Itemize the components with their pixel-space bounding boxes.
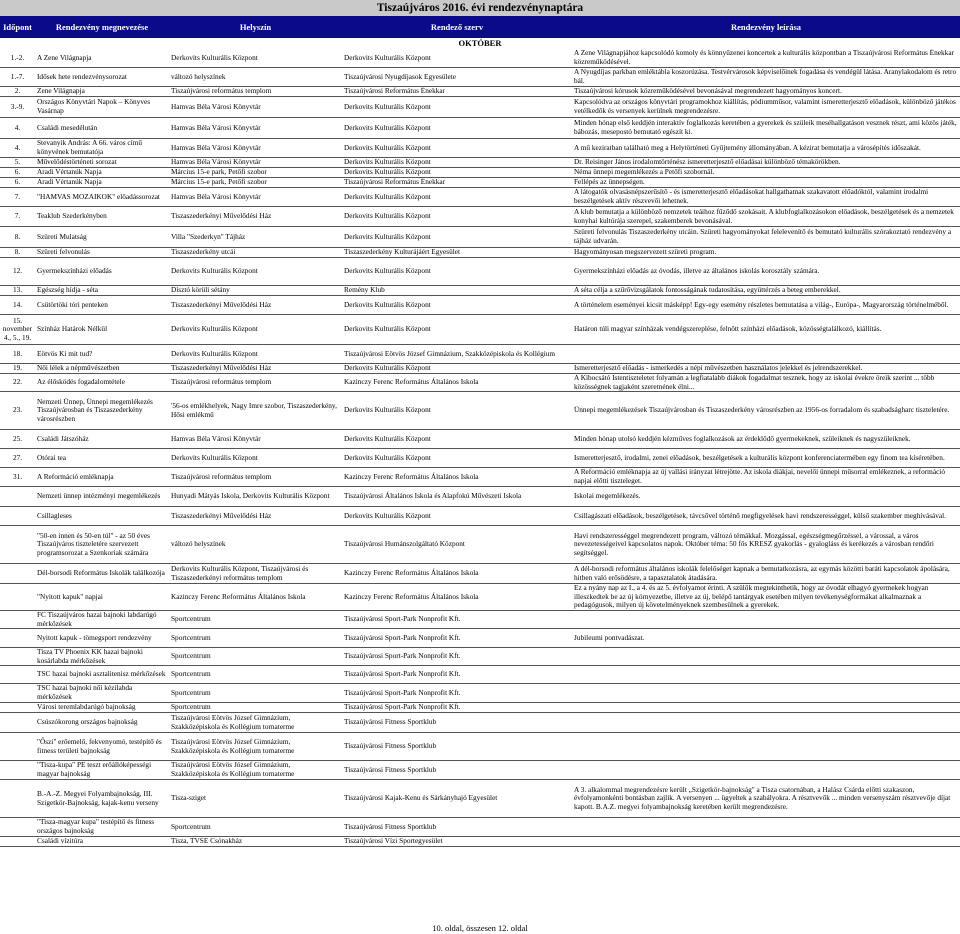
event-date: 31.	[12, 471, 23, 481]
event-place: Hunyadi Mátyás Iskola, Derkovits Kulturális Központ	[171, 491, 330, 501]
event-description: Ünnepi megemlékezések Tiszaújvárosban és Tiszaszederkény városrészben az 1956-os forradalom és szabadságharc tiszteletére.	[574, 405, 950, 415]
table-row	[0, 286, 960, 296]
event-description: A Reformáció emléknapja az új vallási irányzat létrejötte. Az iskola diákjai, nevelői ünnepi műsorral emlékeznek, a reformáció napjai előtti tiszteleget.	[574, 468, 945, 485]
event-date: 4.	[14, 122, 21, 132]
event-description: Fellépés az ünnepségen.	[574, 178, 645, 187]
table-row	[0, 761, 960, 780]
event-description: Ismeretterjesztő előadás - ismerkedés a népi művészetben használatos jelekkel és jelrendszerekkel.	[574, 364, 863, 373]
event-description: A mű keziratban található meg a Helytörténeti Gyűjtemény állományában. A kézirat bemutatja a városépítés időszakát.	[574, 142, 921, 152]
event-place: Tiszaszederkényi Művelődési Ház	[171, 510, 272, 520]
event-place: Március 15-e park, Petőfi szobor	[171, 178, 267, 187]
event-date	[0, 564, 35, 583]
event-description: A történelem eseményei kicsit másképp! Egy-egy esemény részletes bemutatása a világ-, Európa-, Magyarország történelméből.	[574, 299, 949, 309]
event-name: Tisza TV Phoenix KK hazai bajnoki kosárlabda mérkőzések	[37, 648, 143, 665]
event-organizer: Derkovits Kulturális Központ	[344, 211, 431, 221]
event-organizer: Tiszaújvárosi Kajak-Kenu és Sárkányhajó Egyesület	[344, 793, 498, 803]
table-header	[0, 16, 960, 38]
event-name: Városi teremlabdarúgó bajnokság	[37, 703, 136, 712]
event-place: Dísztó körüli sétány	[171, 286, 230, 295]
event-date	[0, 487, 35, 506]
event-date: 5.	[14, 158, 21, 167]
event-description	[572, 713, 960, 732]
event-name: Színház Határok Nélkül	[37, 324, 108, 334]
table-row	[0, 49, 960, 68]
event-date: 25.	[12, 433, 23, 443]
event-date	[0, 666, 35, 683]
event-place: Tiszaújvárosi református templom	[171, 377, 272, 387]
event-date: 27.	[12, 452, 23, 462]
event-organizer: Tiszaújvárosi Fitness Sportklub	[344, 764, 437, 774]
event-description	[572, 666, 960, 683]
event-name: Szüreti felvonulás	[37, 248, 90, 257]
event-organizer: Tiszaújvárosi Sport-Park Nonprofit Kft.	[344, 687, 461, 697]
event-place: Hamvas Béla Városi Könyvtár	[171, 158, 261, 167]
event-place: Kazinczy Ferenc Református Általános Iskola	[171, 591, 306, 601]
table-row	[0, 648, 960, 666]
event-organizer: Kazinczy Ferenc Református Általános Iskola	[344, 471, 479, 481]
event-name: FC Tiszaújváros hazai bajnoki labdarúgó mérkőzések	[37, 611, 157, 628]
table-row	[0, 97, 960, 118]
col-header-place: Helyszín	[239, 22, 272, 32]
event-place: Tiszaújvárosi Eötvös József Gimnázium, Szakközépiskola és Kollégium tornaterme	[171, 736, 295, 755]
table-row	[0, 178, 960, 188]
table-row	[0, 449, 960, 468]
event-date	[0, 780, 35, 817]
event-name: Országos Könyvtári Napok – Könyves Vasárnap	[37, 97, 151, 115]
event-organizer: Tiszaújvárosi Sport-Park Nonprofit Kft.	[344, 669, 461, 679]
event-date	[0, 611, 35, 628]
event-description: Kapcsolódva az országos könyvtári programokhoz kiállítás, pódiumműsor, valamint ismeretterjesztő előadások, különböző játékos vetélkedők és versenyek kerülnek megrendezésre.	[574, 97, 956, 115]
event-organizer: Derkovits Kulturális Központ	[344, 452, 431, 462]
event-name: Eötvös Ki mit tud?	[37, 348, 93, 358]
event-organizer: Tiszaújvárosi Sport-Park Nonprofit Kft.	[344, 651, 461, 661]
event-organizer: Derkovits Kulturális Központ	[344, 364, 431, 373]
event-date: 8.	[14, 231, 21, 241]
event-date: 18.	[12, 348, 23, 358]
table-row	[0, 315, 960, 345]
event-place: Villa "Szederkyn" Tájház	[171, 231, 246, 241]
table-row	[0, 507, 960, 526]
table-row	[0, 780, 960, 818]
event-date: 19.	[12, 364, 23, 373]
event-organizer: Derkovits Kulturális Központ	[344, 142, 431, 152]
event-name: "Tisza-kupa" PE teszt erőállóképességi magyar bajnokság	[37, 761, 152, 778]
table-row	[0, 392, 960, 430]
event-name: Csillagleses	[37, 510, 72, 520]
table-row	[0, 68, 960, 87]
event-description: A 3. alkalommal megrendezésre került „Szigetkör-bajnokság" a Tisza csatornában, a Halász Csárda előtti szakaszon, évfolyamonkénti bontásban zajlik. A versenyen ... ügyeltek a szabályokra. A résztvevők ... minden versenyszám résztvevője díjat kapott. B.A.Z. megyei folyambajnokság keretében került megrendezésre.	[574, 784, 951, 811]
event-place: Tiszaújvárosi református templom	[171, 471, 272, 481]
event-description: A látogatók olvasásnépszerűsítő - és ismeretterjesztő előadásokat hallgathatnak szakavatott előadóktól, valamint irodalmi beszélgetések aktív részvevői lehetnek.	[574, 188, 929, 205]
event-description: A klub bemutatja a különböző nemzetek teáihoz fűződő szokásait. A klubfoglalkozásokon előadások, beszélgetések és a nemzetek konyhai kultúrája szerepel, szakemberek bevonásával.	[574, 207, 954, 225]
event-organizer: Derkovits Kulturális Központ	[344, 101, 431, 111]
event-organizer: Tiszaújvárosi Fitness Sportklub	[344, 821, 437, 831]
event-place: Hamvas Béla Városi Könyvtár	[171, 433, 261, 443]
event-organizer: Kazinczy Ferenc Református Általános Iskola	[344, 591, 479, 601]
event-place: Tiszaújvárosi református templom	[171, 87, 272, 96]
event-date	[0, 761, 35, 779]
event-place: Tiszaújvárosi Eötvös József Gimnázium, Szakközépiskola és Kollégium tornaterme	[171, 761, 295, 778]
event-name: Családi vízitúra	[37, 837, 83, 846]
event-name: "HAMVAS MOZAIKOK" előadássorozat	[37, 191, 160, 201]
event-organizer: Derkovits Kulturális Központ	[344, 52, 431, 62]
event-description	[572, 733, 960, 760]
event-date: 1.-7.	[10, 71, 25, 81]
event-description: Dr. Reisinger János irodalomtörténész ismeretterjesztő előadásai különböző témakörökben.	[574, 158, 841, 167]
event-date	[0, 818, 35, 836]
event-organizer: Tiszaújvárosi Nyugdíjasok Egyesülete	[344, 71, 457, 81]
event-name: Teaklub Szederkényben	[37, 211, 107, 221]
event-description: Ismeretterjesztő, irodalmi, zenei előadások, beszélgetések a kulturális központ konferenciatermében egy finom tea kíséretében.	[574, 452, 945, 462]
table-row	[0, 584, 960, 611]
table-row	[0, 487, 960, 507]
event-description	[572, 611, 960, 628]
event-name: Aradi Vértanúk Napja	[37, 168, 102, 177]
event-description: Néma ünnepi megemlékezés a Petőfi szobornál.	[574, 168, 715, 177]
event-place: Hamvas Béla Városi Könyvtár	[171, 101, 261, 111]
event-organizer: Derkovits Kulturális Központ	[344, 168, 431, 177]
event-name: Zene Világnapja	[37, 87, 85, 96]
event-name: TSC hazai bajnoki női kézilabda mérkőzések	[37, 684, 133, 701]
event-date	[0, 526, 35, 563]
event-name: Művelődéstörténeti sorozat	[37, 158, 117, 167]
event-organizer: Tiszaújvárosi Sport-Park Nonprofit Kft.	[344, 632, 461, 642]
event-organizer: Tiszaújvárosi Vízi Sportegyesület	[344, 837, 443, 846]
event-date: 6.	[14, 178, 21, 187]
event-description	[572, 648, 960, 665]
table-row	[0, 258, 960, 286]
event-date: 2.	[14, 87, 21, 96]
event-description	[572, 684, 960, 702]
event-place: Sportcentrum	[171, 614, 211, 624]
col-header-org: Rendező szerv	[430, 22, 484, 32]
event-name: "Nyitott kapuk" napjai	[37, 591, 103, 601]
event-organizer: Remény Klub	[344, 286, 385, 295]
event-name: Az élősködés fogadalomtétele	[37, 377, 125, 387]
event-name: Idősek hete rendezvénysorozat	[37, 71, 127, 81]
event-place: Tisza-sziget	[171, 793, 206, 803]
table-row	[0, 374, 960, 392]
event-description	[572, 761, 960, 779]
event-name: Stevanyik András: A 66. város című könyvének bemutatója	[37, 139, 142, 156]
event-date	[0, 584, 35, 610]
event-place: változó helyszínek	[171, 539, 226, 549]
event-date	[0, 733, 35, 760]
table-row	[0, 430, 960, 449]
event-date: 7.	[14, 191, 21, 201]
page-title: Tiszaújváros 2016. évi rendezvénynaptára	[0, 0, 960, 16]
event-place: Derkovits Kulturális Központ	[171, 266, 258, 276]
table-row	[0, 188, 960, 207]
event-description	[572, 703, 960, 712]
event-place: Tisza, TVSE Csónakház	[171, 837, 243, 846]
event-description: Gyermekszínházi előadás az óvodás, illetve az általános iskolás korosztály számára.	[574, 266, 820, 276]
event-name: Családi Játszóház	[37, 433, 89, 443]
event-name: "Őszi" erőemelő, fekvenyomó, testépítő és fitness területi bajnokság	[37, 736, 162, 755]
event-place: változó helyszínek	[171, 71, 226, 81]
event-date: 3.-9.	[10, 101, 25, 111]
page-footer: 10. oldal, összesen 12. oldal	[0, 922, 960, 934]
event-date: 12.	[12, 266, 23, 276]
event-date: 6.	[14, 168, 21, 177]
event-date: 15. november 4., 5., 19.	[2, 315, 33, 342]
event-date: 4.	[14, 142, 21, 152]
event-date: 14.	[12, 299, 23, 309]
event-organizer: Derkovits Kulturális Központ	[344, 231, 431, 241]
event-description	[572, 837, 960, 846]
event-organizer: Kazinczy Ferenc Református Általános Iskola	[344, 568, 479, 578]
table-row	[0, 364, 960, 374]
event-organizer: Tiszaújvárosi Református Énekkar	[344, 87, 446, 96]
event-name: Csütörtöki tóri penteken	[37, 299, 108, 309]
table-row	[0, 526, 960, 564]
table-row	[0, 564, 960, 584]
event-place: Derkovits Kulturális Központ, Tiszaújvárosi és Tiszaszederkényi református templom	[171, 564, 309, 582]
event-name: TSC hazai bajnoki asztalitenisz mérkőzések	[37, 669, 166, 679]
event-description: A séta célja a szűrővizsgálatok fontosságának tudatosítása, együttérzés a beteg emberekkel.	[574, 286, 841, 295]
event-description: Csillagászati előadások, beszélgetések, távcsővel történő megfigyelések havi rendszerességgel, külső szakember meghívásával.	[574, 510, 947, 520]
event-description: Jubileumi pontvadászat.	[574, 632, 645, 642]
event-organizer: Derkovits Kulturális Központ	[344, 266, 431, 276]
event-place: Hamvas Béla Városi Könyvtár	[171, 191, 261, 201]
event-organizer: Tiszaújvárosi Református Énekkar	[344, 178, 446, 187]
event-organizer: Derkovits Kulturális Központ	[344, 158, 431, 167]
event-place: Tiszaszederkényi Művelődési Ház	[171, 299, 272, 309]
event-date	[0, 648, 35, 665]
event-name: B.-A.-Z. Megyei Folyambajnokság, III. Szigetkör-Bajnokság, kajak-kenu verseny	[37, 788, 159, 807]
event-description: A Kiboсsátó Istentiszteletet folyamán a legfiatalabb diákok fogadalmat tesznek, hogy az iskolai évekre öreik szerint ... több közösségnek tagjaként szeretnének élni...	[574, 374, 935, 391]
event-place: Sportcentrum	[171, 632, 211, 642]
event-organizer: Tiszaújvárosi Fitness Sportklub	[344, 717, 437, 727]
event-place: Derkovits Kulturális Központ	[171, 452, 258, 462]
event-description: A Zene Világnapjához kapcsolódó komoly és könnyűzenei koncertek a kulturális központban a Tiszaújvárosi Református Énekkar közreműködésével.	[574, 49, 954, 66]
event-organizer: Kazinczy Ferenc Református Általános Iskola	[344, 377, 479, 387]
col-header-name: Rendezvény megnevezése	[55, 22, 149, 32]
event-date: 13.	[12, 286, 23, 295]
event-date	[0, 684, 35, 702]
event-place: Tiszaszederkényi Művelődési Ház	[171, 364, 272, 373]
event-date: 22.	[12, 377, 23, 387]
event-organizer: Derkovits Kulturális Központ	[344, 405, 431, 415]
event-place: Sportcentrum	[171, 669, 211, 679]
table-row	[0, 158, 960, 168]
event-description: A Nyugdíjas parkban emléktábla koszorúzása. Testvérvárosok képviselőinek fogadása és vendégül látása. Aranylakodalom és retro bál.	[574, 68, 957, 85]
event-name: A Zene Világnapja	[37, 52, 92, 62]
table-row	[0, 139, 960, 158]
event-description: Ez a nyány nap az I., a 4. és az 5. évfolyamot érinti. A szülők megtekinthetik, hogy az óvodát elhagyó gyermekek hogyan illeszkedtek be az új környezetbe, illetve az új, belépő tantárgyak esetében milyen tevékenységformákat alkalmaznak a pedagógusok, milyen új követelményeknek szembesülnek a gyerekek.	[574, 584, 929, 610]
event-organizer: Derkovits Kulturális Központ	[344, 510, 431, 520]
event-date	[0, 837, 35, 846]
event-name: Szüreti Mulatság	[37, 231, 87, 241]
table-row	[0, 713, 960, 733]
event-name: Nemzeti ünnep intézményi megemlékezés	[37, 491, 161, 501]
event-organizer: Derkovits Kulturális Központ	[344, 299, 431, 309]
table-row	[0, 345, 960, 364]
event-name: Csúszókorong országos bajnokság	[37, 717, 138, 727]
event-description: Szüreti felvonulás Tiszaszederkény utcáin. Szüreti hagyományokat felelevenítő és bemutató kulturális szórakoztató rendezvény a tájház udvarán.	[574, 227, 952, 245]
event-description	[572, 818, 960, 836]
event-name: "Tisza-magyar kupa" testépítő és fitness országos bajnokság	[37, 818, 155, 835]
event-name: Egészség hídja - séta	[37, 286, 98, 295]
event-place: '56-os emlékhelyek, Nagy Imre szobor, Tiszaszederkény, Hősi emlékmű	[171, 400, 337, 419]
event-name: Otórai tea	[37, 452, 66, 462]
event-organizer: Derkovits Kulturális Központ	[344, 191, 431, 201]
event-place: Sportcentrum	[171, 703, 211, 712]
table-row	[0, 684, 960, 703]
table-row	[0, 611, 960, 629]
table-row	[0, 666, 960, 684]
event-place: Derkovits Kulturális Központ	[171, 348, 258, 358]
event-organizer: Tiszaszederkény Kulturájáért Egyesület	[344, 248, 461, 257]
table-row	[0, 468, 960, 487]
table-row	[0, 296, 960, 315]
table-row	[0, 227, 960, 248]
event-place: Tiszaszederkényi Művelődési Ház	[171, 211, 272, 221]
event-organizer: Tiszaújvárosi Sport-Park Nonprofit Kft.	[344, 614, 461, 624]
event-name: Aradi Vértanúk Napja	[37, 178, 102, 187]
event-description: Minden hónap első keddjén interaktív foglalkozás keretében a gyerekek és szüleik meséhallgatáson vesznek részt, ami közös játék, bábozás, mesepostó bemutató egészít ki.	[574, 118, 957, 136]
event-organizer: Tiszaújvárosi Fitness Sportklub	[344, 741, 437, 751]
event-organizer: Derkovits Kulturális Központ	[344, 433, 431, 443]
event-table-body	[0, 49, 960, 847]
table-row	[0, 629, 960, 648]
col-header-date: Időpont	[3, 22, 32, 32]
table-row	[0, 118, 960, 139]
event-organizer: Tiszaújvárosi Sport-Park Nonprofit Kft.	[344, 703, 461, 712]
event-place: Sportcentrum	[171, 651, 211, 661]
event-description: Határon túli magyar színházak vendégszereplése, felnőtt színházi előadások, közösségtalálkozó, kiállítás.	[574, 324, 882, 334]
col-header-desc: Rendezvény leírása	[730, 22, 802, 32]
event-place: Március 15-e park, Petőfi szobor	[171, 168, 267, 177]
event-place: Hamvas Béla Városi Könyvtár	[171, 122, 261, 132]
event-date	[0, 703, 35, 712]
table-row	[0, 733, 960, 761]
event-organizer: Derkovits Kulturális Központ	[344, 324, 431, 334]
event-organizer: Tiszaújvárosi Általános Iskola és Alapfokú Művészeti Iskola	[344, 491, 522, 501]
event-date	[0, 507, 35, 525]
month-label: OKTÓBER	[458, 38, 502, 48]
event-name: Nemzeti Ünnep, Ünnepi megemlékezés Tiszaújvárosban és Tiszaszederkény városrészben	[37, 396, 153, 423]
event-date: 7.	[14, 211, 21, 221]
table-row	[0, 248, 960, 258]
event-place: Hamvas Béla Városi Könyvtár	[171, 142, 261, 152]
event-place: Tiszaszederkény utcái	[171, 248, 236, 257]
event-place: Sportcentrum	[171, 687, 211, 697]
table-row	[0, 837, 960, 847]
event-place: Sportcentrum	[171, 821, 211, 831]
event-description: Hagyományosan megszervezett szüreti program.	[574, 248, 717, 257]
event-name: Női lélek a népművészetben	[37, 364, 120, 373]
event-description: Tiszaújvárosi kórusok közreműködésével bevonásával megrendezett hagyományos koncert.	[574, 87, 842, 96]
event-date: 8.	[14, 248, 21, 257]
table-row	[0, 207, 960, 227]
event-date	[0, 629, 35, 647]
event-organizer: Derkovits Kulturális Központ	[344, 122, 431, 132]
event-place: Tiszaújvárosi Eötvös József Gimnázium, Szakközépiskola és Kollégium tornaterme	[171, 713, 295, 731]
event-description: A dél-borsodi református általános iskolák felelőséget kapnak a bemutatkozásra, az egymás közötti baráti kapcsolatok ápolására, hitben való erősödésre, a tapasztalatok átadására.	[574, 564, 950, 582]
event-description: Havi rendszerességgel megrendezett program, változó témákkal. Mozgással, egészségmegőrzéssel, a várossal, a város nevezetességeivel kapcsolatos napok. Október téma: 50 fős KRESZ gyakorlás - gyalogláss és kerékezés a városban rendőri segítséggel.	[574, 530, 934, 557]
event-date: 23.	[12, 405, 23, 415]
event-description: Iskolai megemlékezés.	[574, 491, 641, 501]
event-name: Gyermekszínházi előadás	[37, 266, 112, 276]
event-organizer: Tiszaújvárosi Humánszolgáltató Központ	[344, 539, 465, 549]
event-organizer: Tiszaújvárosi Eötvös József Gimnázium, Szakközépiskola és Kollégium	[344, 348, 556, 358]
event-place: Derkovits Kulturális Központ	[171, 324, 258, 334]
table-row	[0, 87, 960, 97]
event-name: A Reformáció emléknapja	[37, 471, 114, 481]
table-row	[0, 703, 960, 713]
event-name: Nyitott kapuk - tömegsport rendezvény	[37, 632, 152, 642]
event-place: Derkovits Kulturális Központ	[171, 52, 258, 62]
event-description: Minden hónap utolsó keddjén kézműves foglalkozások az érdeklődő gyermekeknek, szüleiknek és nagyszüleiknek.	[574, 433, 911, 443]
event-date: 1.-2.	[10, 52, 25, 62]
event-name: Dél-borsodi Református Iskolák találkozója	[37, 568, 165, 578]
event-description	[572, 345, 960, 363]
table-row	[0, 818, 960, 837]
event-name: Családi mesedélután	[37, 122, 98, 132]
event-name: "50-en innen és 50-en túl" - az 50 éves Tiszaújváros tiszteletére szervezett programsorozat a Szenkoriak számára	[37, 530, 150, 557]
event-date	[0, 713, 35, 732]
table-row	[0, 168, 960, 178]
